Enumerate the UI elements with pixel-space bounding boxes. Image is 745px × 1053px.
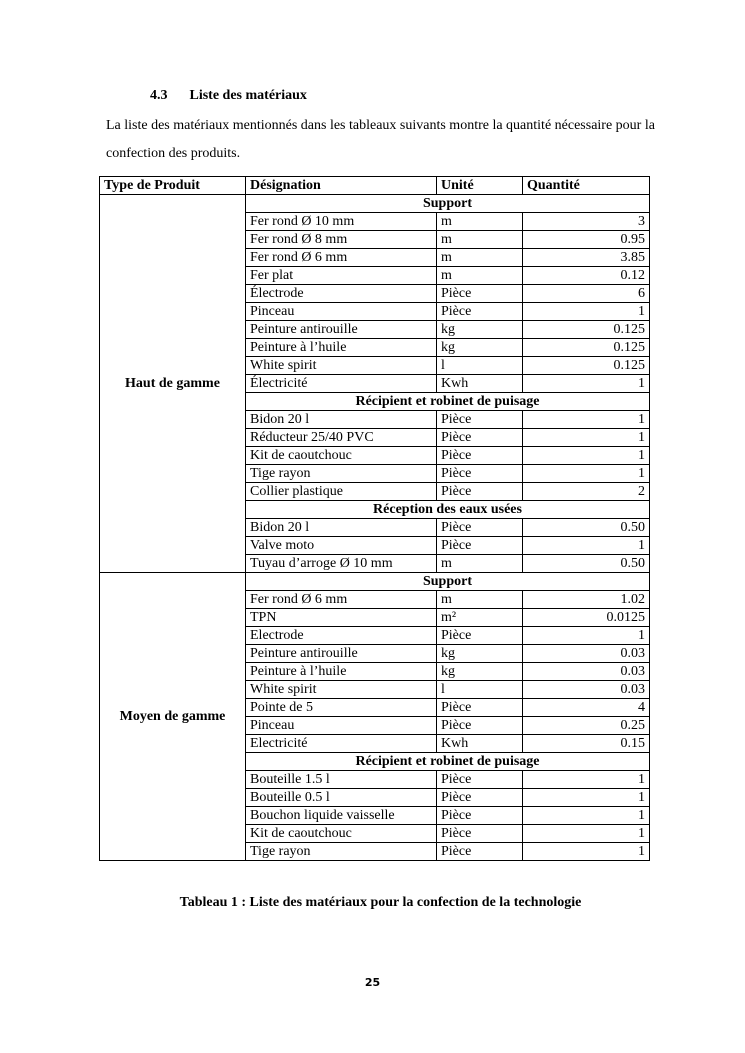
designation-cell: Électrode [246,285,437,303]
header-quantity: Quantité [523,177,650,195]
designation-cell: Bouteille 0.5 l [246,789,437,807]
unit-cell: kg [437,645,523,663]
section-title: Support [246,573,650,591]
quantity-cell: 1 [523,825,650,843]
unit-cell: Pièce [437,483,523,501]
designation-cell: Valve moto [246,537,437,555]
quantity-cell: 3.85 [523,249,650,267]
section-title: Récipient et robinet de puisage [246,393,650,411]
designation-cell: Pointe de 5 [246,699,437,717]
designation-cell: Bouteille 1.5 l [246,771,437,789]
header-type: Type de Produit [100,177,246,195]
designation-cell: Fer rond Ø 6 mm [246,591,437,609]
quantity-cell: 1 [523,843,650,861]
quantity-cell: 0.125 [523,321,650,339]
materials-table [99,176,650,861]
unit-cell: Pièce [437,771,523,789]
unit-cell: Pièce [437,807,523,825]
quantity-cell: 1 [523,303,650,321]
designation-cell: White spirit [246,357,437,375]
designation-cell: Fer plat [246,267,437,285]
designation-cell: Électricité [246,375,437,393]
unit-cell: Kwh [437,735,523,753]
quantity-cell: 0.15 [523,735,650,753]
designation-cell: Peinture antirouille [246,645,437,663]
quantity-cell: 1 [523,447,650,465]
unit-cell: m [437,267,523,285]
quantity-cell: 0.25 [523,717,650,735]
unit-cell: Pièce [437,447,523,465]
quantity-cell: 0.50 [523,519,650,537]
table-caption: Tableau 1 : Liste des matériaux pour la confection de la technologie [179,895,582,910]
unit-cell: m² [437,609,523,627]
table-header-row [100,177,650,195]
unit-cell: Pièce [437,717,523,735]
section-title: Réception des eaux usées [246,501,650,519]
header-unit: Unité [437,177,523,195]
unit-cell: kg [437,663,523,681]
quantity-cell: 4 [523,699,650,717]
unit-cell: Pièce [437,303,523,321]
unit-cell: m [437,591,523,609]
unit-cell: m [437,249,523,267]
page-number: 25 [364,976,381,989]
quantity-cell: 1 [523,627,650,645]
unit-cell: m [437,555,523,573]
designation-cell: Fer rond Ø 6 mm [246,249,437,267]
unit-cell: Pièce [437,843,523,861]
unit-cell: Kwh [437,375,523,393]
quantity-cell: 1.02 [523,591,650,609]
designation-cell: Collier plastique [246,483,437,501]
unit-cell: Pièce [437,519,523,537]
unit-cell: Pièce [437,429,523,447]
unit-cell: Pièce [437,789,523,807]
unit-cell: l [437,681,523,699]
product-type: Haut de gamme [100,195,246,573]
quantity-cell: 6 [523,285,650,303]
designation-cell: Bidon 20 l [246,411,437,429]
unit-cell: Pièce [437,825,523,843]
quantity-cell: 0.125 [523,357,650,375]
quantity-cell: 1 [523,465,650,483]
designation-cell: Electrode [246,627,437,645]
designation-cell: Fer rond Ø 8 mm [246,231,437,249]
product-type: Moyen de gamme [100,573,246,861]
quantity-cell: 0.12 [523,267,650,285]
designation-cell: Peinture antirouille [246,321,437,339]
quantity-cell: 1 [523,375,650,393]
unit-cell: Pièce [437,537,523,555]
section-row [100,573,650,591]
quantity-cell: 1 [523,429,650,447]
section-title: Liste des matériaux [189,88,307,103]
designation-cell: Fer rond Ø 10 mm [246,213,437,231]
designation-cell: Electricité [246,735,437,753]
quantity-cell: 0.0125 [523,609,650,627]
section-title: Support [246,195,650,213]
designation-cell: White spirit [246,681,437,699]
quantity-cell: 3 [523,213,650,231]
quantity-cell: 1 [523,807,650,825]
intro-paragraph: La liste des matériaux mentionnés dans les tableaux suivants montre la quantité nécessaire pour la confection des produits. [106,118,655,161]
designation-cell: TPN [246,609,437,627]
designation-cell: Tige rayon [246,843,437,861]
quantity-cell: 1 [523,771,650,789]
designation-cell: Tuyau d’arroge Ø 10 mm [246,555,437,573]
designation-cell: Bidon 20 l [246,519,437,537]
designation-cell: Bouchon liquide vaisselle [246,807,437,825]
quantity-cell: 1 [523,537,650,555]
designation-cell: Peinture à l’huile [246,663,437,681]
designation-cell: Peinture à l’huile [246,339,437,357]
designation-cell: Pinceau [246,303,437,321]
unit-cell: kg [437,339,523,357]
unit-cell: Pièce [437,465,523,483]
quantity-cell: 2 [523,483,650,501]
designation-cell: Kit de caoutchouc [246,447,437,465]
quantity-cell: 1 [523,411,650,429]
unit-cell: l [437,357,523,375]
section-number: 4.3 [150,88,168,103]
quantity-cell: 0.03 [523,645,650,663]
header-designation: Désignation [246,177,437,195]
quantity-cell: 0.95 [523,231,650,249]
section-title: Récipient et robinet de puisage [246,753,650,771]
designation-cell: Kit de caoutchouc [246,825,437,843]
unit-cell: Pièce [437,411,523,429]
unit-cell: m [437,231,523,249]
unit-cell: kg [437,321,523,339]
section-row [100,195,650,213]
designation-cell: Tige rayon [246,465,437,483]
quantity-cell: 1 [523,789,650,807]
section-heading [150,88,307,104]
unit-cell: m [437,213,523,231]
quantity-cell: 0.50 [523,555,650,573]
unit-cell: Pièce [437,627,523,645]
designation-cell: Pinceau [246,717,437,735]
unit-cell: Pièce [437,699,523,717]
quantity-cell: 0.03 [523,663,650,681]
quantity-cell: 0.125 [523,339,650,357]
quantity-cell: 0.03 [523,681,650,699]
unit-cell: Pièce [437,285,523,303]
designation-cell: Réducteur 25/40 PVC [246,429,437,447]
